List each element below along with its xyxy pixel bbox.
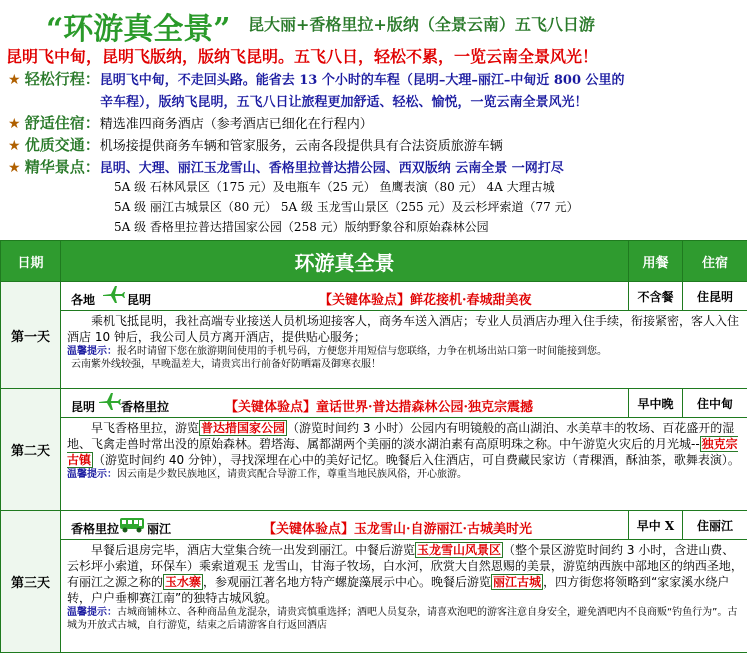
feature-row-easy: [8, 68, 625, 89]
header-hotel: 住宿: [683, 241, 747, 282]
table-row: [1, 540, 747, 653]
table-row: [1, 282, 747, 311]
key-experience: 【关键体验点】童话世界·普达措森林公园·独克宗震撼: [225, 400, 534, 415]
feature-text: 昆明、大理、丽江玉龙雪山、香格里拉普达措公园、西双版纳 云南全景 一网打尽: [99, 161, 564, 176]
tip-text: 报名时请留下您在旅游期间使用的手机号码，方便您并用短信与您联络，力争在机场出站口第一时间能接到您。: [117, 346, 607, 357]
title-main: “环游真全景”: [46, 12, 231, 47]
feature-row-stay: [8, 112, 373, 133]
feature-row-easy-cont: [100, 91, 588, 110]
tip-label: 温馨提示：: [67, 469, 117, 480]
star-icon: ★: [8, 138, 21, 154]
feature-label: 轻松行程：: [24, 70, 100, 88]
route-from: 昆明: [71, 400, 96, 414]
desc-part: 早飞香格里拉，游览: [91, 421, 200, 435]
feature-label: 优质交通：: [24, 136, 100, 154]
day-label: 第一天: [1, 282, 61, 389]
meal-cell: 早中 X: [629, 511, 683, 540]
table-row: [1, 311, 747, 389]
tip-text: 因云南是少数民族地区，请贵宾配合导游工作，尊重当地民族风俗，开心旅游。: [117, 469, 467, 480]
hotel-cell: 住丽江: [683, 511, 747, 540]
airplane-icon: [101, 284, 125, 307]
desc-part: ，四方街您将领略到“家家溪水绕户转，户户垂柳赛江南”的独特古城风貌。: [67, 575, 730, 605]
desc-part: （游览时间约 3 小时）公园内有明镜般的高山湖泊、水美草丰的牧场、百花盛开的湿地、飞禽走兽时常出没的原始森林。碧塔海、属都湖两个美丽的淡水湖泊素有高原明珠之称。中午游览火灾后的月光城--: [67, 421, 735, 451]
feature-row-sights: [8, 156, 564, 177]
hotel-cell: 住昆明: [683, 282, 747, 311]
desc-text: 乘机飞抵昆明，我社高端专业接送人员机场迎接客人，商务车送入酒店；专业人员酒店办理入住手续，衔接紧密，客人入住酒店 10 钟后，我公司人员方离开酒店，提供贴心服务；: [67, 314, 740, 344]
attraction-name: 普达措国家公园: [201, 421, 286, 435]
desc-part: （游览时间约 40 分钟），寻找深埋在心中的美好记忆。晚餐后入住酒店，可自费藏民家访（青稞酒，酥油茶，歌舞表演）。: [93, 453, 740, 467]
route-cell: [61, 511, 629, 540]
table-row: [1, 418, 747, 511]
route-from: 香格里拉: [71, 522, 120, 536]
tip: [67, 345, 743, 358]
table-header-row: [1, 241, 747, 282]
desc-text: [67, 420, 743, 468]
title-subtitle: 昆大丽+香格里拉+版纳（全景云南）五飞八日游: [248, 15, 595, 34]
header-day: 日期: [1, 241, 61, 282]
tip-extra: 云南紫外线较强，早晚温差大，请贵宾出行前备好防晒霜及御寒衣服！: [71, 359, 381, 370]
bus-icon: [119, 516, 145, 537]
sight-line: 5A 级 石林风景区（175 元）及电瓶车（25 元） 鱼鹰表演（80 元） 4A 大理古城: [114, 180, 555, 194]
key-experience: 【关键体验点】鲜花接机·春城甜美夜: [319, 293, 532, 308]
feature-text: 机场接提供商务车辆和管家服务，云南各段提供具有合法资质旅游车辆: [99, 139, 503, 154]
route-to: 昆明: [127, 293, 152, 307]
feature-label: 舒适住宿：: [24, 114, 100, 132]
route-cell: [61, 389, 629, 418]
star-icon: ★: [8, 160, 21, 176]
route-to: 香格里拉: [121, 400, 170, 414]
table-row: [1, 389, 747, 418]
star-icon: ★: [8, 72, 21, 88]
tip-label: 温馨提示：: [67, 346, 117, 357]
tip: [67, 606, 743, 632]
day-description: [61, 418, 747, 511]
header-meal: 用餐: [629, 241, 683, 282]
feature-label: 精华景点：: [24, 158, 100, 176]
meal-cell: 早中晚: [629, 389, 683, 418]
itinerary-table: [0, 240, 747, 653]
day-label: 第三天: [1, 511, 61, 653]
route-cell: [61, 282, 629, 311]
attraction-name: 独克宗古镇: [67, 437, 738, 467]
hotel-cell: 住中甸: [683, 389, 747, 418]
feature-text-cont: 辛车程），版纳飞昆明，五飞八日让旅程更加舒适、轻松、愉悦，一览云南全景风光！: [100, 95, 588, 110]
airplane-icon: [97, 391, 121, 414]
feature-text: 昆明飞中甸，不走回头路。能省去 13 个小时的车程（昆明–大理–丽江–中甸近 800 公里的: [99, 73, 625, 88]
route-from: 各地: [71, 293, 96, 307]
tip-text: 古城商铺林立、各种商品鱼龙混杂，请贵宾慎重选择；酒吧人员复杂，请喜欢泡吧的游客注意自身安全，避免酒吧内不良商贩“钓鱼行为”。古城为开放式古城，自行游览，结束之后请游客自行返回酒店: [67, 607, 738, 631]
day-description: [61, 311, 747, 389]
tip-label: 温馨提示：: [67, 607, 117, 618]
route-to: 丽江: [147, 522, 172, 536]
slogan: 昆明飞中甸，昆明飞版纳，版纳飞昆明。五飞八日，轻松不累，一览云南全景风光！: [6, 47, 599, 66]
table-row: [1, 511, 747, 540]
desc-part: ，参观丽江著名地方特产螺旋藻展示中心。晚餐后游览: [203, 575, 492, 589]
attraction-name: 玉水寨: [165, 575, 202, 589]
tip: [67, 468, 743, 481]
desc-part: （整个景区游览时间约 3 小时，含进山费、云杉坪小索道，环保车）乘索道观玉 龙雪山，甘海子牧场，白水河，欣赏大自然恩赐的美景，游览纳西族中部地区的纳西圣地，有丽江之源之称的: [67, 543, 743, 589]
attraction-name: 丽江古城: [493, 575, 542, 589]
sight-line: 5A 级 丽江古城景区（80 元） 5A 级 玉龙雪山景区（255 元）及云杉坪索道（77 元）: [114, 200, 579, 214]
attraction-name: 玉龙雪山风景区: [417, 543, 502, 557]
itinerary-header: [0, 0, 747, 238]
day-description: [61, 540, 747, 653]
feature-row-traffic: [8, 134, 503, 155]
header-title: 环游真全景: [61, 241, 629, 282]
desc-part: 早餐后退房完毕，酒店大堂集合统一出发到丽江。中餐后游览: [91, 543, 416, 557]
star-icon: ★: [8, 116, 21, 132]
desc-text: [67, 542, 743, 606]
day-label: 第二天: [1, 389, 61, 511]
feature-text: 精选准四商务酒店（参考酒店已细化在行程内）: [99, 117, 373, 132]
key-experience: 【关键体验点】玉龙雪山·自游丽江·古城美时光: [263, 522, 533, 537]
sight-line: 5A 级 香格里拉普达措国家公园（258 元）版纳野象谷和原始森林公园: [114, 220, 489, 234]
meal-cell: 不含餐: [629, 282, 683, 311]
